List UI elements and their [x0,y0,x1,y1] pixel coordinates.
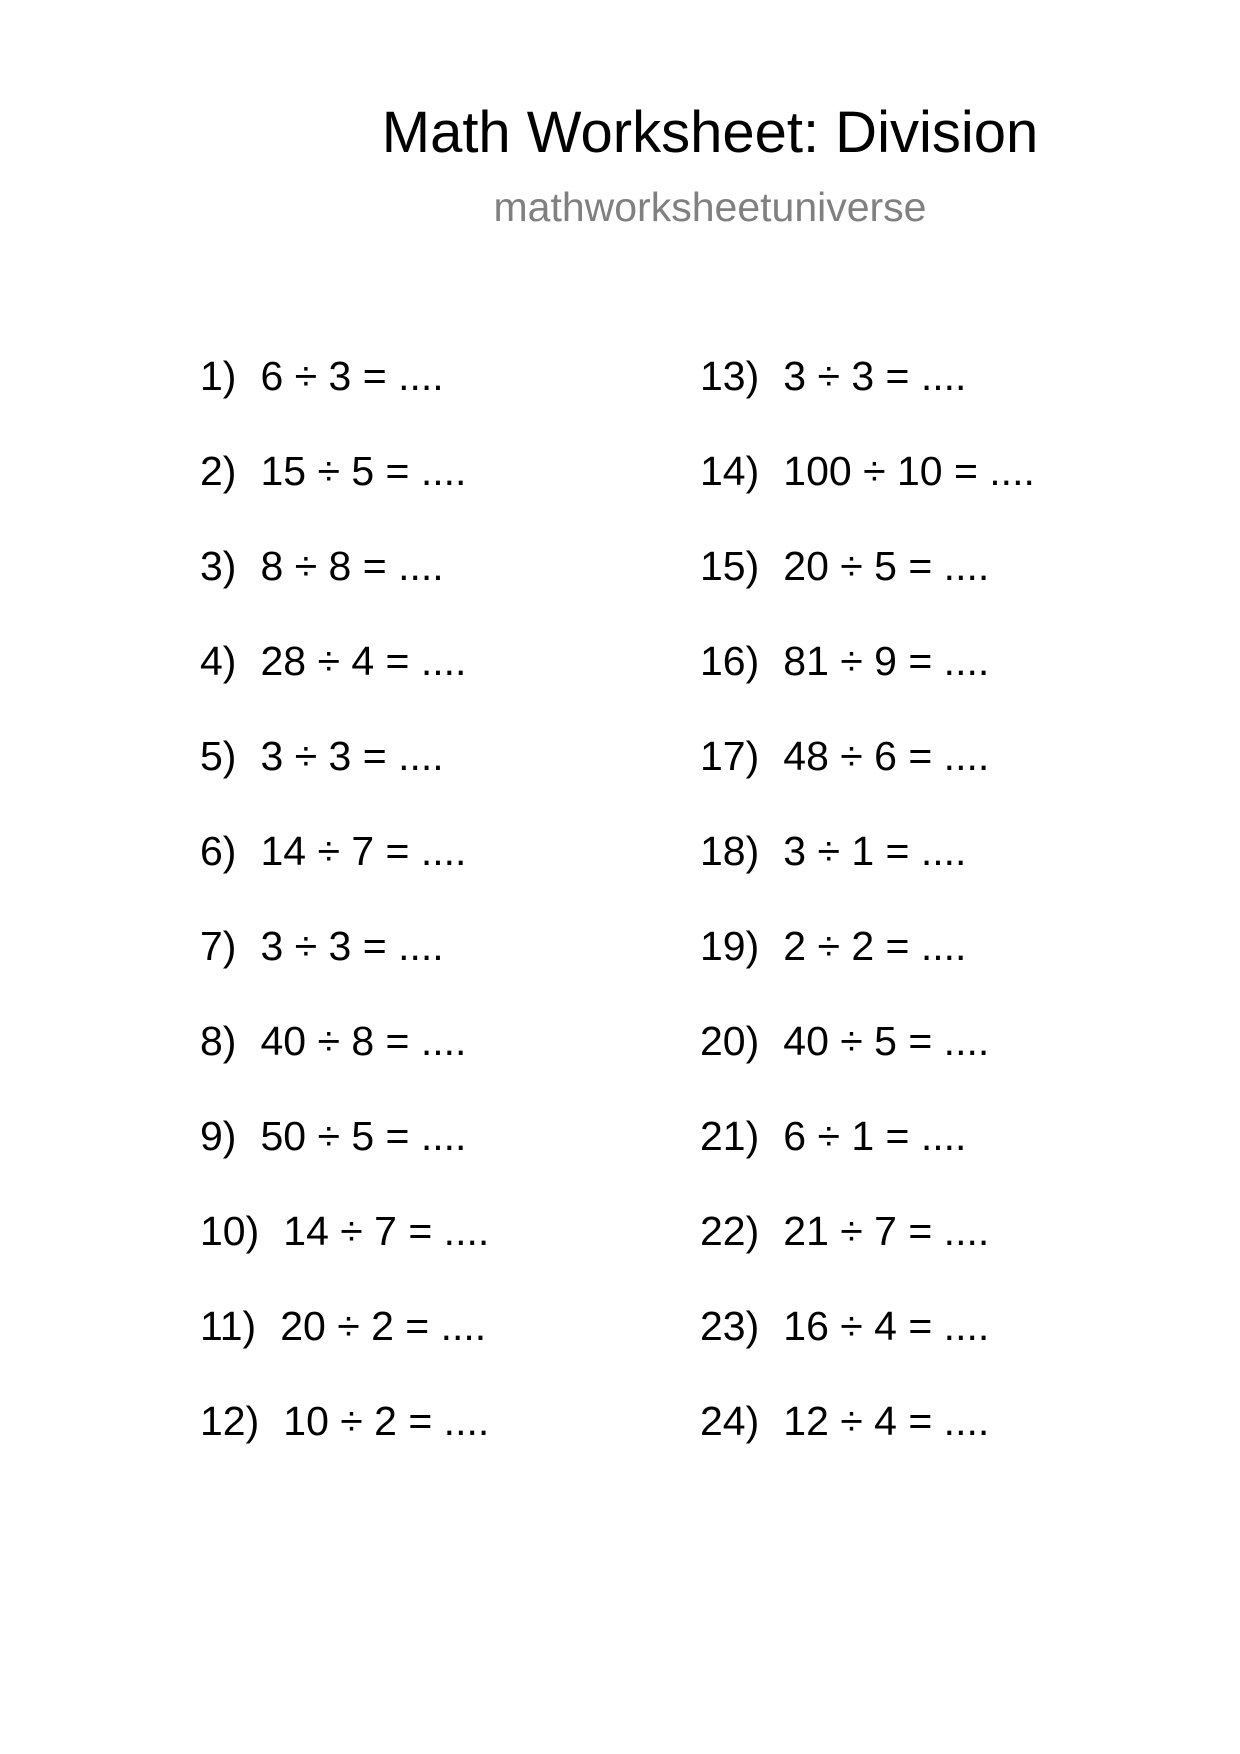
problem-expression: 3 ÷ 1 = .... [783,828,967,874]
problem-item [700,1111,1035,1206]
problem-item [200,1016,489,1111]
problem-number: 11) [200,1303,257,1349]
problem-item [200,921,489,1016]
problem-item [700,541,1035,636]
problem-expression: 16 ÷ 4 = .... [783,1303,990,1349]
problem-expression: 20 ÷ 2 = .... [280,1303,487,1349]
problem-expression: 28 ÷ 4 = .... [260,638,467,684]
problem-item [200,636,489,731]
problem-number: 21) [700,1113,760,1159]
problem-item [700,1206,1035,1301]
problem-item [700,1301,1035,1396]
problem-number: 14) [700,448,760,494]
problem-number: 12) [200,1398,260,1444]
problem-expression: 6 ÷ 1 = .... [783,1113,967,1159]
problem-number: 24) [700,1398,760,1444]
problem-column-left [200,351,489,1491]
problem-item [200,1301,489,1396]
problem-number: 7) [200,923,237,969]
problem-item [200,731,489,826]
problem-item [200,1206,489,1301]
problem-number: 6) [200,828,237,874]
problem-number: 20) [700,1018,760,1064]
problem-item [200,826,489,921]
problem-expression: 14 ÷ 7 = .... [283,1208,490,1254]
problem-number: 15) [700,543,760,589]
problem-expression: 15 ÷ 5 = .... [260,448,467,494]
problem-expression: 48 ÷ 6 = .... [783,733,990,779]
problem-expression: 10 ÷ 2 = .... [283,1398,490,1444]
problem-expression: 100 ÷ 10 = .... [783,448,1035,494]
problem-number: 23) [700,1303,760,1349]
problem-expression: 20 ÷ 5 = .... [783,543,990,589]
problem-expression: 21 ÷ 7 = .... [783,1208,990,1254]
problem-number: 18) [700,828,760,874]
problem-expression: 14 ÷ 7 = .... [260,828,467,874]
page-subtitle: mathworksheetuniverse [493,184,927,230]
problem-item [700,351,1035,446]
problem-item [700,1016,1035,1111]
problem-item [200,1111,489,1206]
problem-item [200,446,489,541]
problem-number: 13) [700,353,760,399]
problem-expression: 3 ÷ 3 = .... [783,353,967,399]
problem-number: 1) [200,353,237,399]
problem-expression: 40 ÷ 8 = .... [260,1018,467,1064]
problem-item [700,446,1035,541]
problem-number: 2) [200,448,237,494]
problem-number: 8) [200,1018,237,1064]
problem-column-right [700,351,1035,1491]
problem-item [700,921,1035,1016]
problem-number: 19) [700,923,760,969]
problem-number: 5) [200,733,237,779]
problem-item [700,1396,1035,1491]
problem-number: 16) [700,638,760,684]
problem-expression: 81 ÷ 9 = .... [783,638,990,684]
problem-expression: 3 ÷ 3 = .... [260,733,444,779]
problem-item [200,541,489,636]
problem-expression: 3 ÷ 3 = .... [260,923,444,969]
problem-item [700,826,1035,921]
problem-number: 10) [200,1208,260,1254]
problem-expression: 2 ÷ 2 = .... [783,923,967,969]
problem-item [200,1396,489,1491]
problem-number: 3) [200,543,237,589]
problem-item [700,731,1035,826]
problem-number: 22) [700,1208,760,1254]
problem-expression: 50 ÷ 5 = .... [260,1113,467,1159]
problem-item [700,636,1035,731]
problem-expression: 12 ÷ 4 = .... [783,1398,990,1444]
problem-expression: 6 ÷ 3 = .... [260,353,444,399]
problem-number: 4) [200,638,237,684]
problem-number: 17) [700,733,760,779]
problem-item [200,351,489,446]
problem-number: 9) [200,1113,237,1159]
problem-expression: 8 ÷ 8 = .... [260,543,444,589]
problem-expression: 40 ÷ 5 = .... [783,1018,990,1064]
page-title: Math Worksheet: Division [381,100,1039,165]
